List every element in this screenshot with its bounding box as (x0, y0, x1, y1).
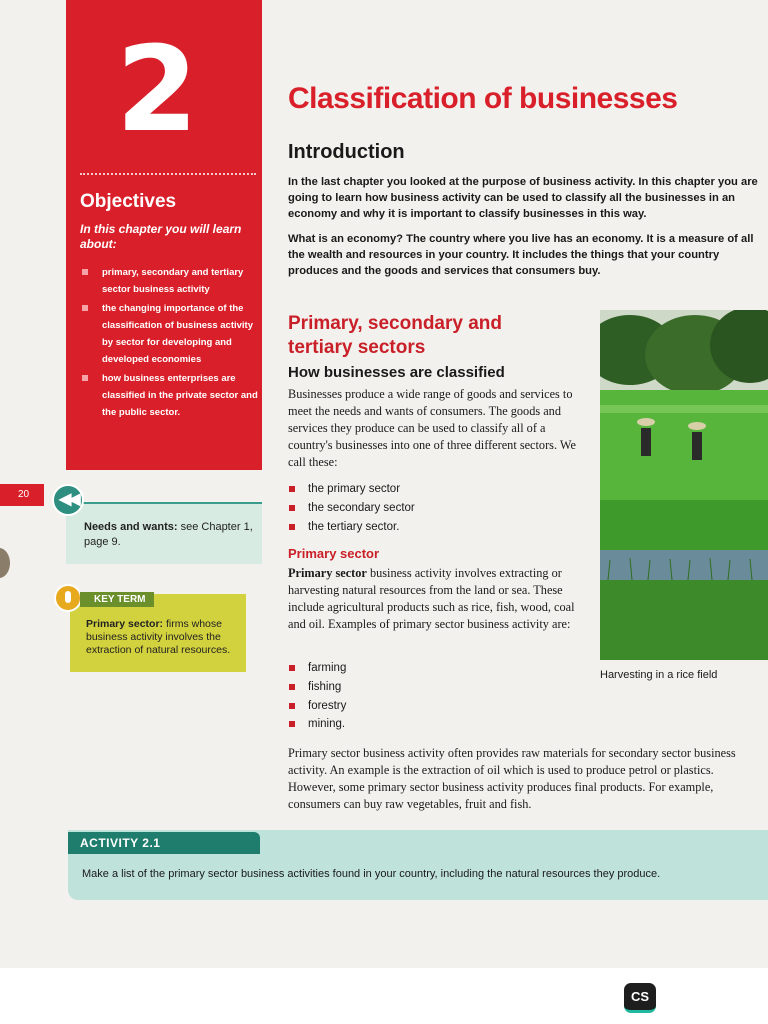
list-item: the tertiary sector. (288, 518, 415, 537)
binder-hole (0, 548, 10, 578)
activity-label: ACTIVITY 2.1 (68, 832, 260, 854)
list-item: mining. (288, 715, 346, 734)
list-item: forestry (288, 697, 346, 716)
cross-reference-label: Needs and wants: (84, 521, 178, 533)
intro-paragraph-1: In the last chapter you looked at the purpose of business activity. In this chapter you are going to learn how business activity can be used to classify all the businesses in an economy and why it is important to classify businesses in this way. (288, 176, 758, 220)
cross-reference-text: see Chapter 1, page 9. (84, 521, 253, 548)
rice-field-photo (600, 310, 768, 660)
page-title: Classification of businesses (288, 82, 678, 115)
key-term-definition: firms whose business activity involves the extraction of natural resources. (86, 618, 231, 656)
objectives-list (80, 264, 258, 423)
photo-caption: Harvesting in a rice field (600, 669, 718, 681)
primary-activities-list (288, 659, 346, 734)
intro-paragraph-2: What is an economy? The country where you live has an economy. It is a measure of all the wealth and resources in your country. It includes the things that your country produces and the goods and services that consumers buy. (288, 233, 754, 277)
list-item: how business enterprises are classified in the private sector and the public sector. (80, 370, 258, 421)
activity-text: Make a list of the primary sector business activities found in your country, including the natural resources they produce. (82, 868, 661, 880)
key-icon (54, 584, 82, 612)
classified-paragraph: Businesses produce a wide range of goods and services to meet the needs and wants of consumers. The goods and services they produce can be used to classify all of a country's businesses into one of three different sectors. We call these: (288, 387, 576, 469)
camscanner-logo: CS (624, 983, 656, 1013)
list-item: the primary sector (288, 480, 415, 499)
sectors-heading: Primary, secondary and tertiary sectors (288, 313, 503, 358)
primary-sector-heading: Primary sector (288, 546, 380, 561)
bullet-square-icon (82, 375, 88, 381)
list-item: the secondary sector (288, 499, 415, 518)
key-term-term: Primary sector: (86, 618, 164, 630)
objectives-panel (66, 0, 262, 470)
list-item: the changing importance of the classification of business activity by sector for developing and developed economies (80, 300, 258, 368)
rice-field-illustration (600, 310, 768, 660)
objectives-title: Objectives (80, 191, 177, 212)
activity-box (68, 830, 768, 900)
cross-reference-box (66, 502, 262, 564)
key-term-label: KEY TERM (80, 592, 154, 607)
rewind-icon: ◀◀ (52, 484, 84, 516)
list-item: farming (288, 659, 346, 678)
bullet-square-icon (82, 269, 88, 275)
objectives-intro: In this chapter you will learn about: (80, 222, 242, 251)
primary-sector-paragraph: Primary sector business activity involves extracting or harvesting natural resources from the land or sea. These include agricultural products such as rice, fish, wood, coal and oil. Examples of primary sector business activity are: (288, 566, 575, 631)
dotted-divider (80, 173, 256, 175)
sectors-list (288, 480, 415, 536)
list-item: fishing (288, 678, 346, 697)
introduction-heading: Introduction (288, 141, 405, 163)
closing-paragraph: Primary sector business activity often provides raw materials for secondary sector business activity. An example is the extraction of oil which is used to produce petrol or plastics. However, some primary sector business activity produces final products. For example, consumers can buy raw vegetables, fruit and fish. (288, 746, 736, 811)
chapter-number: 2 (116, 20, 197, 158)
list-item: primary, secondary and tertiary sector business activity (80, 264, 258, 298)
page-number: 20 (0, 484, 44, 506)
bullet-square-icon (82, 305, 88, 311)
key-term-box (70, 594, 246, 672)
classified-heading: How businesses are classified (288, 364, 505, 381)
